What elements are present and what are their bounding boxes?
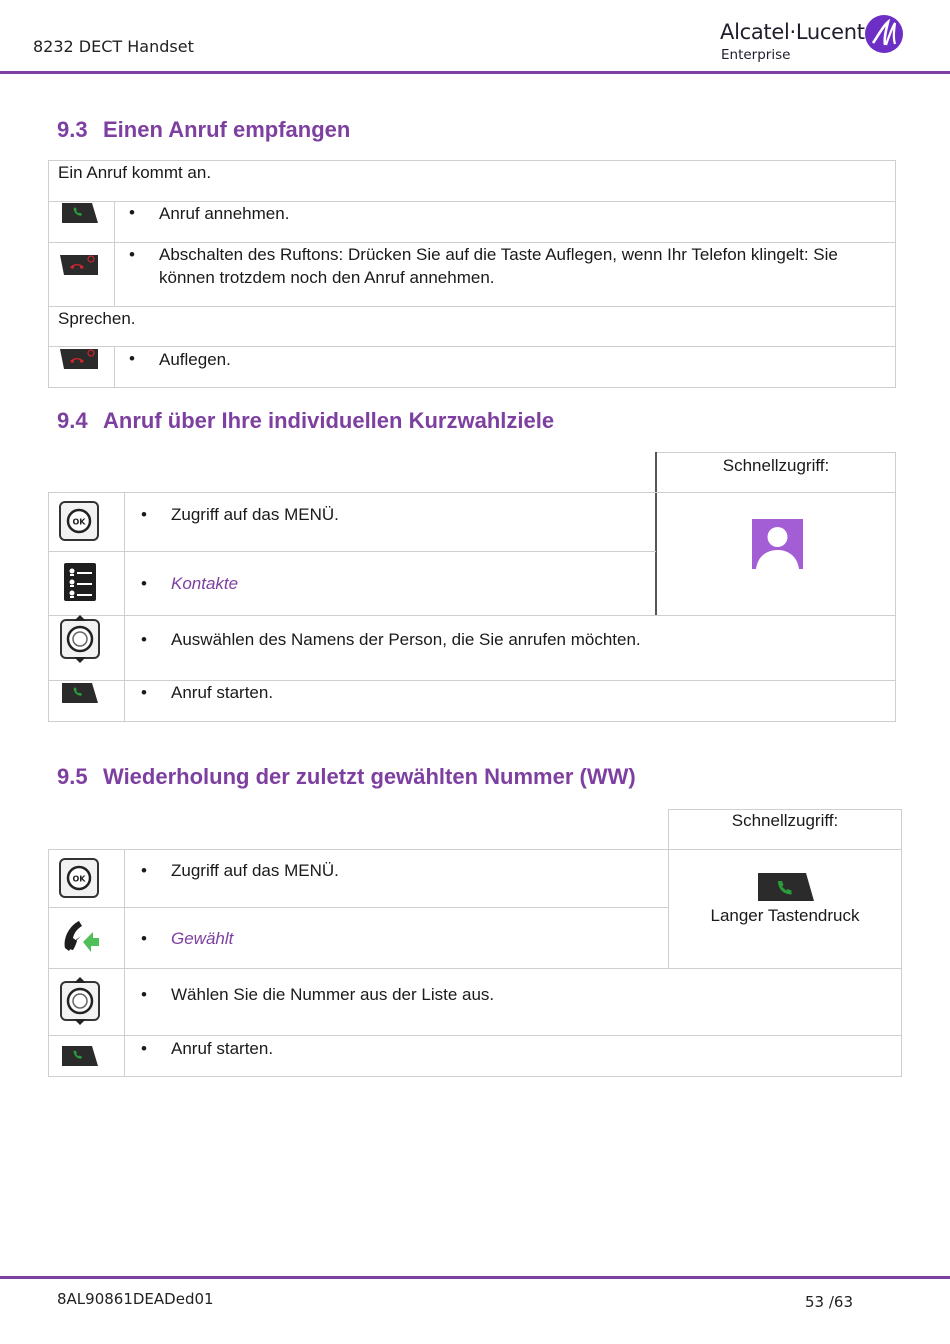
contacts-icon	[64, 563, 96, 601]
row-contacts-text: Kontakte	[171, 574, 239, 593]
call-key-icon	[60, 1046, 98, 1066]
row-incoming-text: Ein Anruf kommt an.	[58, 163, 212, 182]
hangup-key-icon	[60, 347, 98, 369]
logo-subtitle: Enterprise	[721, 47, 791, 63]
row-start-call-text: Anruf starten.	[171, 683, 274, 702]
call-key-icon	[60, 683, 98, 703]
call-key-icon	[756, 873, 814, 901]
document-id: 8AL90861DEADed01	[57, 1290, 214, 1308]
dialed-calls-icon	[61, 918, 101, 954]
quick-access-label: Schnellzugriff:	[722, 456, 830, 475]
row-select-number-text: Wählen Sie die Nummer aus der Liste aus.	[171, 985, 495, 1004]
row-select-text: Auswählen des Namens der Person, die Sie anrufen möchten.	[171, 630, 641, 649]
quick-access-label: Schnellzugriff:	[731, 811, 839, 830]
ok-key-icon	[59, 501, 99, 541]
svg-text:OK: OK	[72, 874, 86, 884]
row-silence-text-line1: Abschalten des Ruftons: Drücken Sie auf die Taste Auflegen, wenn Ihr Telefon klingelt: Sie	[159, 245, 838, 264]
alcatel-lucent-logo-icon	[864, 14, 904, 54]
row-menu-text: Zugriff auf das MENÜ.	[171, 505, 339, 524]
footer-rule	[0, 1276, 950, 1279]
header-rule	[0, 71, 950, 74]
navigator-icon	[59, 977, 101, 1025]
section-9-3-heading: 9.3 Einen Anruf empfangen	[57, 117, 351, 142]
call-key-icon	[60, 203, 98, 223]
section-9-5-heading: 9.5 Wiederholung der zuletzt gewählten Nummer (WW)	[57, 764, 636, 789]
row-talk-text: Sprechen.	[58, 309, 136, 328]
row-hangup-text: Auflegen.	[159, 350, 231, 369]
hangup-key-icon	[60, 253, 98, 275]
long-press-label: Langer Tastendruck	[710, 906, 860, 925]
row-menu-text: Zugriff auf das MENÜ.	[171, 861, 339, 880]
svg-text:OK: OK	[72, 517, 86, 527]
row-silence-text-line2: können trotzdem noch den Anruf annehmen.	[159, 268, 495, 287]
row-dialed-text: Gewählt	[171, 929, 234, 948]
contact-avatar-icon	[752, 519, 803, 569]
ok-key-icon	[59, 858, 99, 898]
row-start-call-text: Anruf starten.	[171, 1039, 274, 1058]
document-header-title: 8232 DECT Handset	[33, 37, 194, 56]
page-number: 53 /63	[805, 1293, 853, 1311]
section-9-4-heading: 9.4 Anruf über Ihre individuellen Kurzwahlziele	[57, 408, 555, 433]
alcatel-lucent-logo	[720, 14, 910, 66]
navigator-icon	[59, 615, 101, 663]
row-answer-text: Anruf annehmen.	[159, 204, 290, 223]
logo-name: Alcatel·Lucent	[720, 20, 865, 44]
